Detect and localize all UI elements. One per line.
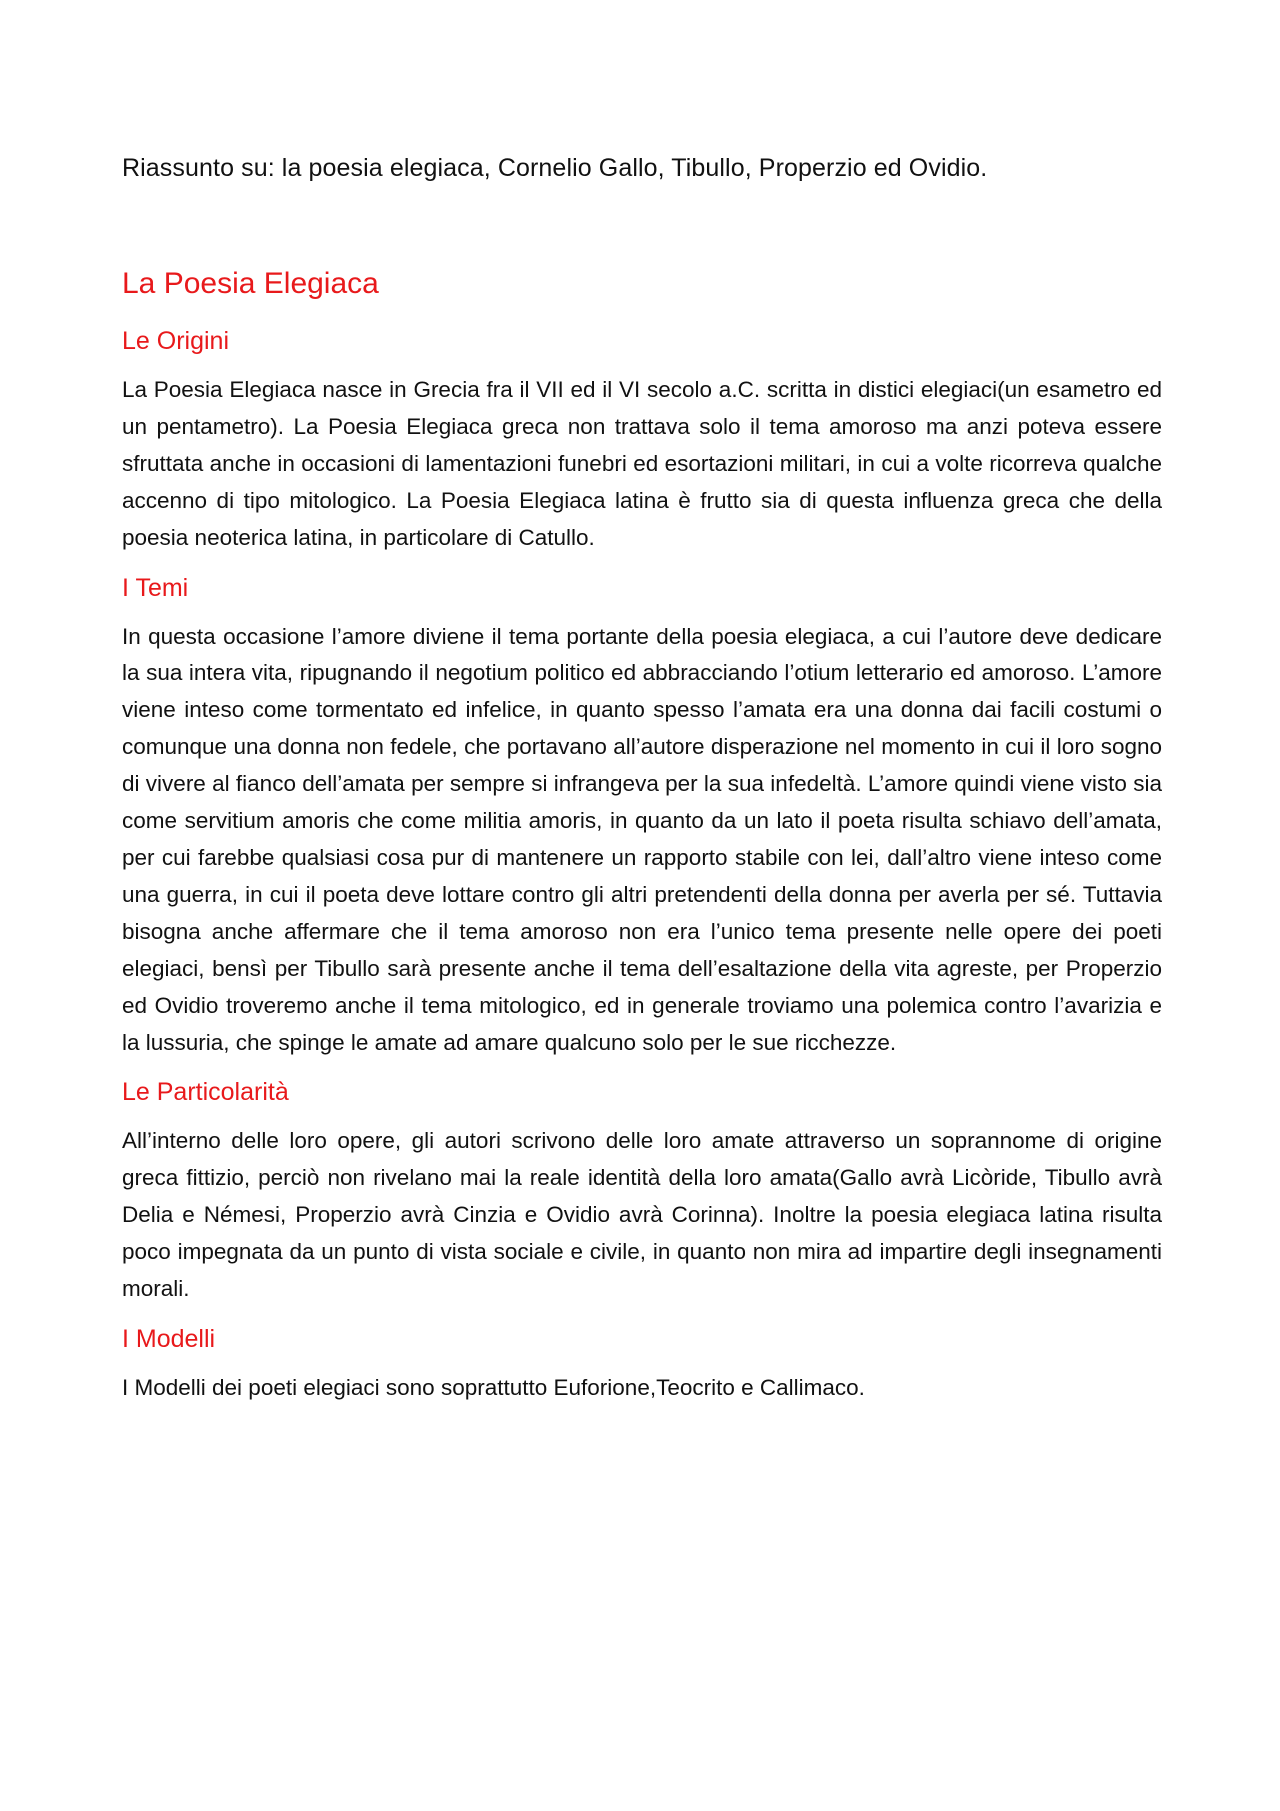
section-heading-modelli: I Modelli	[122, 1324, 216, 1353]
section-text-temi: In questa occasione l’amore diviene il tema portante della poesia elegiaca, a cui l’autore deve dedicare la sua intera vita, ripugnando il negotium politico ed abbracciando l’otium letterario ed amoroso. L’amore viene inteso come tormentato ed infelice, in quanto spesso l’amata era una donna dai facili costumi o comunque una donna non fedele, che portavano all’autore disperazione nel momento in cui il loro sogno di vivere al fianco dell’amata per sempre si infrangeva per la sua infedeltà. L’amore quindi viene visto sia come servitium amoris che come militia amoris, in quanto da un lato il poeta risulta schiavo dell’amata, per cui farebbe qualsiasi cosa pur di mantenere un rapporto stabile con lei, dall’altro viene inteso come una guerra, in cui il poeta deve lottare contro gli altri pretendenti della donna per averla per sé. Tuttavia bisogna anche affermare che il tema amoroso non era l’unico tema presente nelle opere dei poeti elegiaci, bensì per Tibullo sarà presente anche il tema dell’esaltazione della vita agreste, per Properzio ed Ovidio troveremo anche il tema mitologico, ed in generale troviamo una polemica contro l’avarizia e la lussuria, che spinge le amate ad amare qualcuno solo per le sue ricchezze.	[122, 623, 1162, 1055]
section-heading-temi: I Temi	[122, 573, 189, 602]
section-text-particolarita: All’interno delle loro opere, gli autori scrivono delle loro amate attraverso un soprannome di origine greca fittizio, perciò non rivelano mai la reale identità della loro amata(Gallo avrà Licòride, Tibullo avrà Delia e Némesi, Properzio avrà Cinzia e Ovidio avrà Corinna). Inoltre la poesia elegiaca latina risulta poco impegnata da un punto di vista sociale e civile, in quanto non mira ad impartire degli insegnamenti morali.	[122, 1128, 1162, 1302]
main-title: La Poesia Elegiaca	[122, 267, 379, 300]
section-text-origini: La Poesia Elegiaca nasce in Grecia fra il VII ed il VI secolo a.C. scritta in distici elegiaci(un esametro ed un pentametro). La Poesia Elegiaca greca non trattava solo il tema amoroso ma anzi poteva essere sfruttata anche in occasioni di lamentazioni funebri ed esortazioni militari, in cui a volte ricorreva qualche accenno di tipo mitologico. La Poesia Elegiaca latina è frutto sia di questa influenza greca che della poesia neoterica latina, in particolare di Catullo.	[122, 377, 1162, 550]
section-heading-particolarita: Le Particolarità	[122, 1078, 289, 1107]
section-text-modelli: I Modelli dei poeti elegiaci sono soprattutto Euforione,Teocrito e Callimaco.	[122, 1374, 865, 1400]
section-heading-origini: Le Origini	[122, 327, 229, 355]
document-page	[122, 150, 1162, 1421]
intro-line: Riassunto su: la poesia elegiaca, Cornelio Gallo, Tibullo, Properzio ed Ovidio.	[122, 154, 988, 182]
